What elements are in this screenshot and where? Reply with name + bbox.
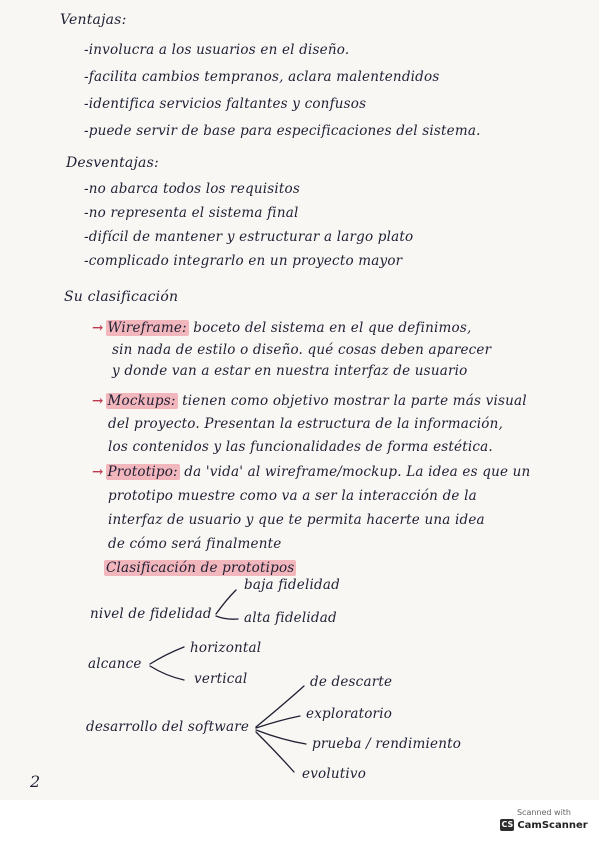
ventajas-item: -facilita cambios tempranos, aclara malentendidos xyxy=(84,69,440,85)
branch-line xyxy=(150,666,184,680)
prototipo-text: de cómo será finalmente xyxy=(108,536,282,552)
desarrollo-branch: exploratorio xyxy=(306,706,393,722)
page-number: 2 xyxy=(30,772,41,791)
prototipo-term: Prototipo: xyxy=(107,464,178,480)
prototipos-title: Clasificación de prototipos xyxy=(106,560,295,576)
scanner-watermark xyxy=(499,808,589,840)
fidelidad-branch: alta fidelidad xyxy=(244,610,337,626)
fidelidad-label: nivel de fidelidad xyxy=(90,606,212,622)
wireframe-text: y donde van a estar en nuestra interfaz de usuario xyxy=(112,363,468,379)
wireframe-text: sin nada de estilo o diseño. qué cosas deben aparecer xyxy=(112,342,492,358)
camscanner-logo-icon: CS xyxy=(501,820,514,829)
arrow-icon: → xyxy=(92,393,104,409)
clasificacion-heading: Su clasificación xyxy=(64,289,179,305)
wireframe-term: Wireframe: xyxy=(107,320,187,336)
desventajas-heading: Desventajas: xyxy=(66,155,159,171)
branch-line xyxy=(256,730,306,744)
alcance-label: alcance xyxy=(88,656,142,672)
alcance-branch: vertical xyxy=(194,671,248,687)
desarrollo-branch: evolutivo xyxy=(302,766,367,782)
desarrollo-label: desarrollo del software xyxy=(86,719,250,735)
scanner-caption: Scanned with xyxy=(516,808,572,817)
branch-line xyxy=(216,590,236,614)
desventajas-item: -difícil de mantener y estructurar a largo plato xyxy=(84,229,414,245)
desarrollo-branch: prueba / rendimiento xyxy=(312,736,462,752)
desventajas-item: -no representa el sistema final xyxy=(84,205,299,221)
arrow-icon: → xyxy=(92,320,104,336)
branch-line xyxy=(256,732,294,772)
alcance-branch: horizontal xyxy=(190,640,262,656)
arrow-icon: → xyxy=(92,464,104,480)
scanner-brand xyxy=(499,819,589,831)
mockups-text: del proyecto. Presentan la estructura de la información, xyxy=(108,416,503,432)
prototipo-text: da 'vida' al wireframe/mockup. La idea es que un xyxy=(184,464,531,480)
branch-line xyxy=(216,616,238,619)
scanner-name: CamScanner xyxy=(517,819,588,831)
branch-line xyxy=(150,647,184,664)
mockups-text: tienen como objetivo mostrar la parte más visual xyxy=(182,393,527,409)
wireframe-text: boceto del sistema en el que definimos, xyxy=(193,320,472,336)
prototipo-text: prototipo muestre como va a ser la interacción de la xyxy=(108,488,477,504)
ventajas-heading: Ventajas: xyxy=(60,12,127,28)
ventajas-item: -involucra a los usuarios en el diseño. xyxy=(84,42,350,58)
ventajas-item: -identifica servicios faltantes y confusos xyxy=(84,96,367,112)
fidelidad-branch: baja fidelidad xyxy=(244,577,340,593)
desventajas-item: -complicado integrarlo en un proyecto mayor xyxy=(84,253,403,269)
prototipo-text: interfaz de usuario y que te permita hacerte una idea xyxy=(108,512,485,528)
mockups-term: Mockups: xyxy=(107,393,176,409)
mockups-text: los contenidos y las funcionalidades de forma estética. xyxy=(108,439,493,455)
desarrollo-branch: de descarte xyxy=(310,674,393,690)
desventajas-item: -no abarca todos los requisitos xyxy=(84,181,300,197)
ventajas-item: -puede servir de base para especificaciones del sistema. xyxy=(84,123,481,139)
